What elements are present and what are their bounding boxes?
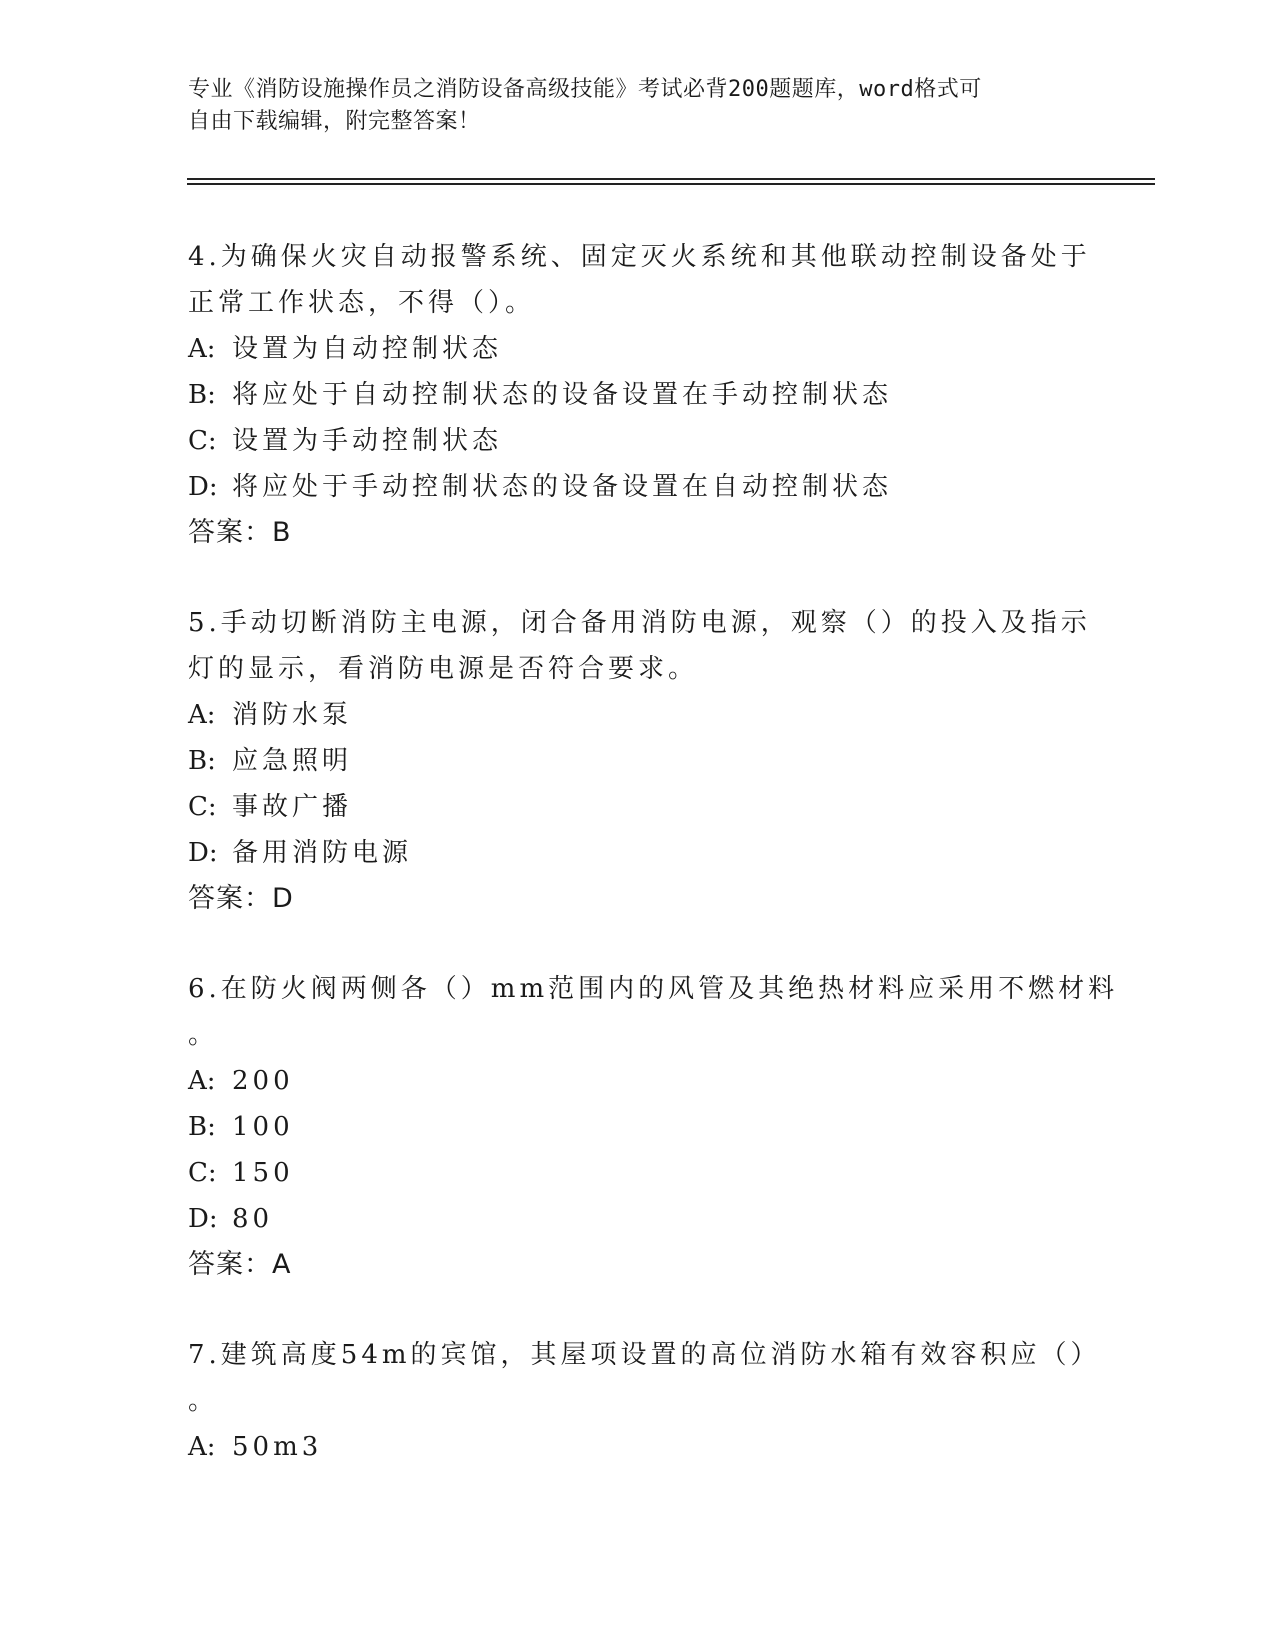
option-a — [188, 1058, 1088, 1104]
option-key: A: — [188, 334, 216, 364]
option-text: 将应处于手动控制状态的设备设置在自动控制状态 — [232, 472, 893, 502]
question-5 — [188, 600, 1091, 922]
option-b — [188, 738, 1088, 784]
question-line: 5.手动切断消防主电源，闭合备用消防电源，观察（）的投入及指示 — [188, 608, 1091, 638]
question-text — [188, 234, 1091, 326]
question-line: 。 — [188, 1386, 219, 1416]
option-key: C: — [188, 1158, 217, 1188]
question-line: 6.在防火阀两侧各（）mm范围内的风管及其绝热材料应采用不燃材料 — [188, 974, 1119, 1004]
option-text: 将应处于自动控制状态的设备设置在手动控制状态 — [232, 380, 893, 410]
question-text — [188, 966, 1119, 1058]
option-text: 消防水泵 — [232, 700, 353, 730]
option-text: 150 — [232, 1158, 294, 1188]
option-d — [188, 464, 1088, 510]
option-key: A: — [188, 700, 216, 730]
option-text: 100 — [232, 1112, 294, 1142]
option-c — [188, 1150, 1088, 1196]
option-b — [188, 1104, 1088, 1150]
option-key: B: — [188, 380, 216, 410]
question-line: 。 — [188, 1020, 219, 1050]
option-key: B: — [188, 1112, 216, 1142]
option-key: D: — [188, 472, 218, 502]
option-key: D: — [188, 1204, 218, 1234]
option-text: 设置为自动控制状态 — [232, 334, 503, 364]
option-key: C: — [188, 426, 217, 456]
option-text: 80 — [232, 1204, 274, 1234]
option-d — [188, 830, 1088, 876]
header-divider-top — [187, 178, 1155, 180]
option-text: 备用消防电源 — [232, 838, 413, 868]
answer: 答案：A — [188, 1249, 292, 1280]
question-text — [188, 1332, 1101, 1424]
option-text: 200 — [232, 1066, 294, 1096]
option-key: D: — [188, 838, 218, 868]
header-line-2: 自由下载编辑，附完整答案！ — [188, 109, 481, 134]
question-list — [188, 234, 1119, 1514]
option-c — [188, 418, 1088, 464]
option-d — [188, 1196, 1088, 1242]
question-line: 灯的显示，看消防电源是否符合要求。 — [188, 654, 699, 684]
header-divider-bottom — [187, 183, 1155, 185]
question-4 — [188, 234, 1091, 556]
option-a — [188, 326, 1088, 372]
question-6 — [188, 966, 1119, 1288]
option-text: 事故广播 — [232, 792, 353, 822]
option-key: A: — [188, 1432, 216, 1462]
option-a — [188, 1424, 1088, 1470]
option-key: C: — [188, 792, 217, 822]
question-7 — [188, 1332, 1101, 1470]
answer: 答案：D — [188, 883, 294, 914]
option-a — [188, 692, 1088, 738]
question-line: 7.建筑高度54m的宾馆，其屋项设置的高位消防水箱有效容积应（） — [188, 1340, 1101, 1370]
header-line-1: 专业《消防设施操作员之消防设备高级技能》考试必背200题题库，word格式可 — [188, 77, 982, 102]
answer: 答案：B — [188, 517, 292, 548]
option-text: 设置为手动控制状态 — [232, 426, 503, 456]
option-key: A: — [188, 1066, 216, 1096]
question-line: 正常工作状态，不得（）。 — [188, 288, 536, 318]
option-key: B: — [188, 746, 216, 776]
document-header — [188, 74, 1068, 138]
option-c — [188, 784, 1088, 830]
option-text: 应急照明 — [232, 746, 353, 776]
question-text — [188, 600, 1091, 692]
question-line: 4.为确保火灾自动报警系统、固定灭火系统和其他联动控制设备处于 — [188, 242, 1091, 272]
option-b — [188, 372, 1088, 418]
option-text: 50m3 — [232, 1432, 323, 1462]
